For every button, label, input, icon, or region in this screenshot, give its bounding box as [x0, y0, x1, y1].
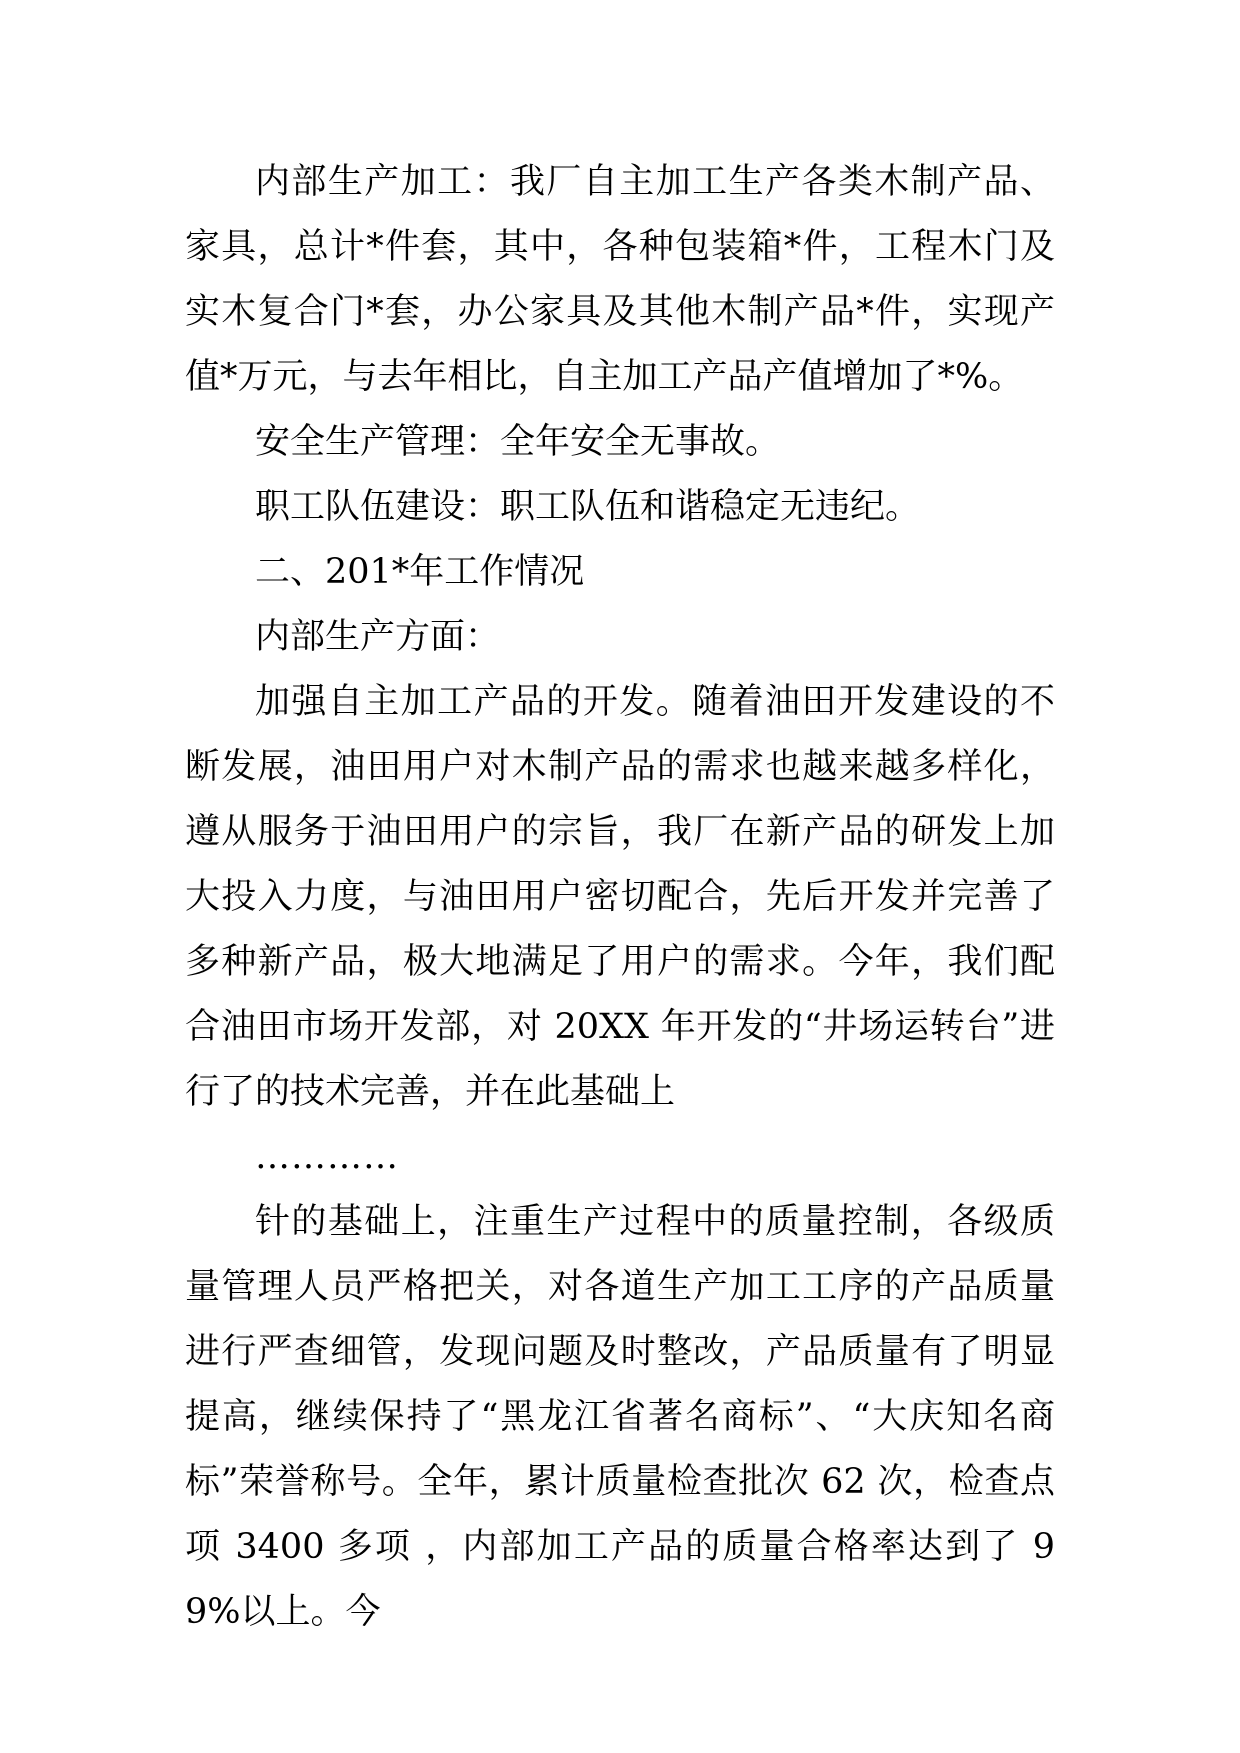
- paragraph-internal-production: 内部生产加工：我厂自主加工生产各类木制产品、家具，总计*件套，其中，各种包装箱*件，工程木门及实木复合门*套，办公家具及其他木制产品*件，实现产值*万元，与去年相比，自主加工产品产值增加了*%。: [185, 162, 1055, 397]
- paragraph-staff-team: 职工队伍建设：职工队伍和谐稳定无违纪。: [255, 487, 921, 527]
- paragraph-safety-management: 安全生产管理：全年安全无事故。: [255, 422, 781, 462]
- subsection-heading-internal-production: 内部生产方面：: [255, 617, 501, 657]
- ellipsis-omission: …………: [255, 1137, 399, 1177]
- paragraph-quality-control: 针的基础上，注重生产过程中的质量控制，各级质量管理人员严格把关，对各道生产加工工序的产品质量进行严查细管，发现问题及时整改，产品质量有了明显提高，继续保持了“黑龙江省著名商标”、“大庆知名商标”荣誉称号。全年，累计质量检查批次 62 次，检查点项 3400 多项 ，内部加工产品的质量合格率达到了 99%以上。今: [185, 1202, 1055, 1632]
- paragraph-product-development: 加强自主加工产品的开发。随着油田开发建设的不断发展，油田用户对木制产品的需求也越来越多样化，遵从服务于油田用户的宗旨，我厂在新产品的研发上加大投入力度，与油田用户密切配合，先后开发并完善了多种新产品，极大地满足了用户的需求。今年，我们配合油田市场开发部，对 20XX 年开发的“井场运转台”进行了的技术完善，并在此基础上: [185, 682, 1055, 1112]
- section-heading-work-situation: 二、201*年工作情况: [255, 552, 585, 592]
